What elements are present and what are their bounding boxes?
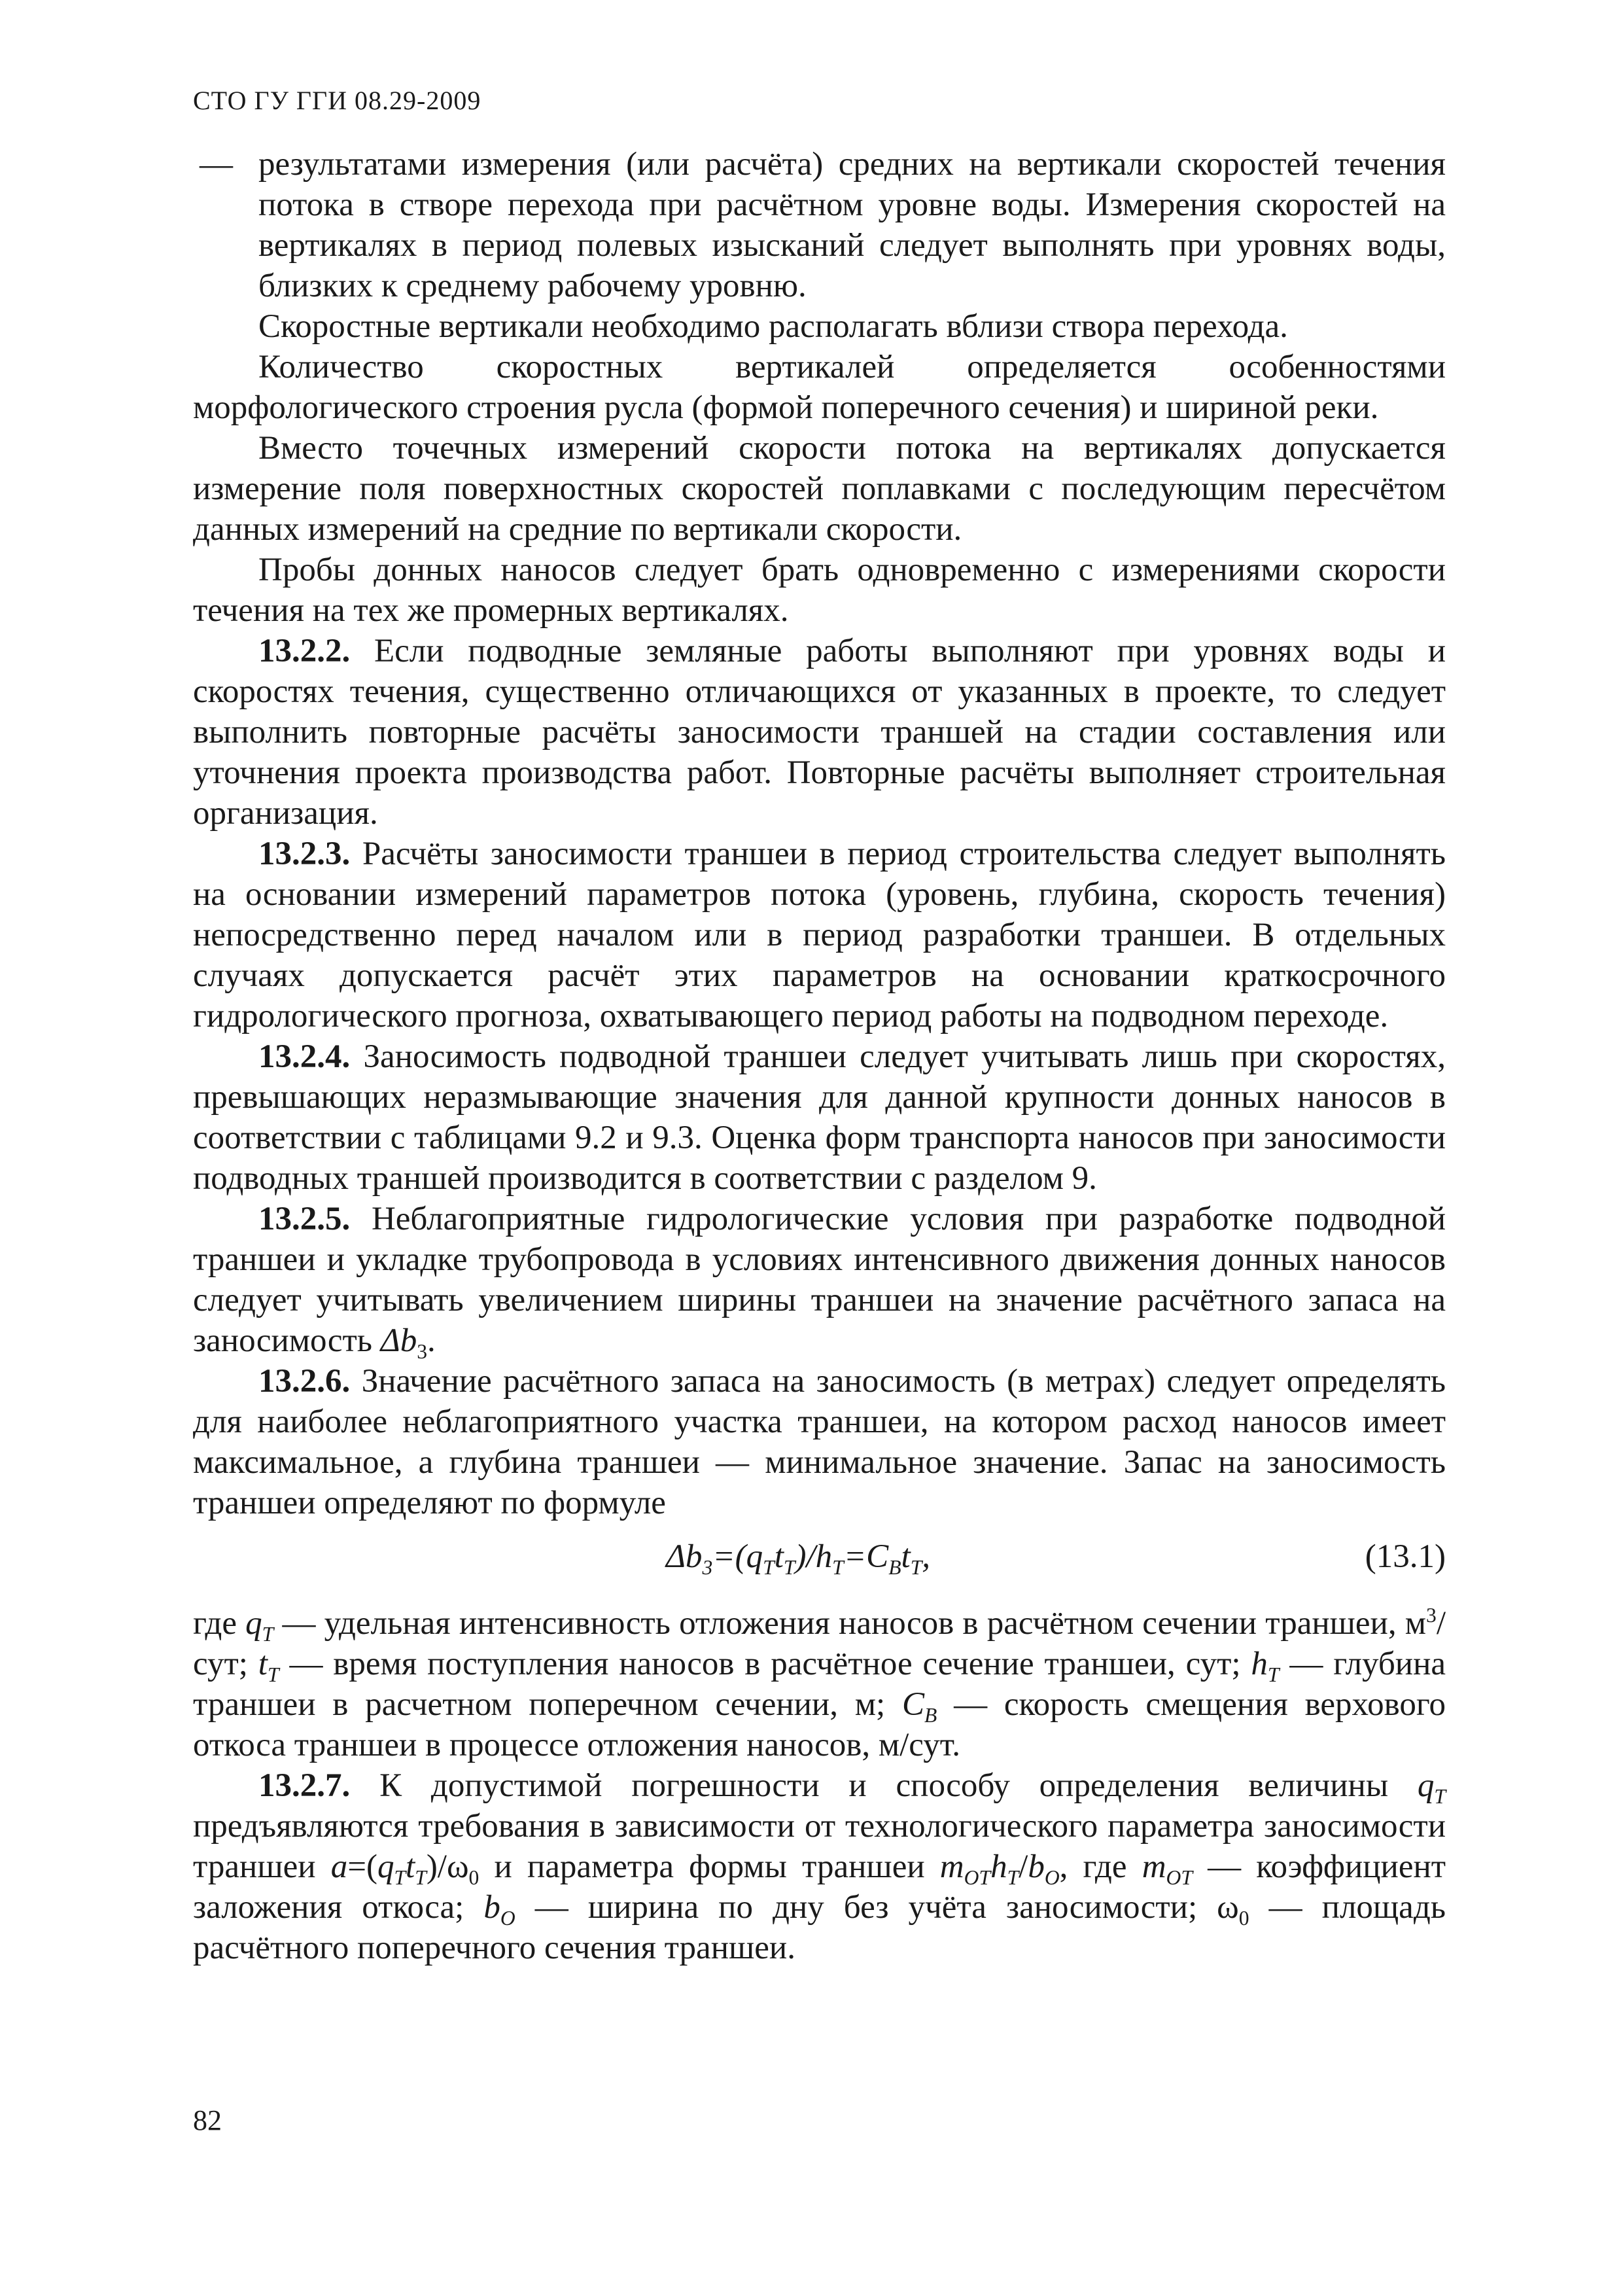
dash-item-text: результатами измерения (или расчёта) средних на вертикали скоростей течения потока в створе перехода при расчётном уровне воды. Измерения скоростей на вертикалях в период полевых изысканий следует выполнять при уровнях воды, близких к среднему рабочему уровню. — [258, 146, 1446, 304]
clause-number: 13.2.3. — [258, 836, 351, 872]
clause-text: Значение расчётного запаса на заносимость (в метрах) следует определять для наиболее неблагоприятного участка траншеи, на котором расход наносов имеет максимальное, а глубина траншеи — минимальное значение. Запас на заносимость траншеи определяют по формуле — [193, 1363, 1446, 1521]
where-def-qt-sup: 3 — [1426, 1604, 1437, 1627]
clause-13-2-5 — [193, 1199, 1446, 1364]
page-number: 82 — [193, 2104, 222, 2136]
formula-expression: $\Delta b_3=(q_Tt_T)/h_T=C_Bt_T$, — [666, 1538, 931, 1580]
paragraph: Скоростные вертикали необходимо располагать вблизи створа перехода. — [258, 308, 1288, 345]
clause-text: Заносимость подводной траншеи следует учитывать лишь при скоростях, превышающих неразмывающие значения для данной крупности донных наносов в соответствии с таблицами 9.2 и 9.3. Оценка форм транспорта наносов при заносимости подводных траншей производится в соответствии с разделом 9. — [193, 1038, 1446, 1197]
clause-text: — коэффициент заложения откоса; — [193, 1848, 1446, 1926]
clause-13-2-6 — [193, 1361, 1446, 1523]
clause-text: , где — [1059, 1848, 1127, 1885]
clause-number: 13.2.7. — [258, 1767, 351, 1804]
clause-number: 13.2.4. — [258, 1038, 351, 1075]
clause-number: 13.2.2. — [258, 633, 351, 669]
where-lead: где — [193, 1605, 237, 1642]
where-block: где $q_T$ — удельная интенсивность отложения наносов в расчётном сечении траншеи, $м^3$/сут; $t_T$ — время поступления наносов в расчётное сечение траншеи, сут; $h_T$ — глубина траншеи в расчетном поперечном сечении, м; $C_B$ — скорость смещения верхового откоса траншеи в процессе отложения наносов, м/сут. — [193, 1604, 1446, 1763]
clause-number: 13.2.5. — [258, 1201, 351, 1237]
clause-text: — площадь расчётного поперечного сечения траншеи. — [193, 1889, 1446, 1966]
paragraph: Вместо точечных измерений скорости потока на вертикалях допускается измерение поля поверхностных скоростей поплавками с последующим пересчётом данных измерений на средние по вертикали скорости. — [193, 430, 1446, 548]
clause-number: 13.2.6. — [258, 1363, 351, 1400]
where-def-qt: — удельная интенсивность отложения наносов в расчётном сечении траншеи, м — [282, 1605, 1427, 1642]
where-def-tt: — время поступления наносов в расчётное сечение траншеи, сут; — [289, 1646, 1241, 1682]
dash-mark: — — [200, 146, 233, 183]
body-text — [193, 144, 1446, 1968]
formula-number: (13.1) — [1365, 1538, 1446, 1575]
clause-text: Неблагоприятные гидрологические условия при разработке подводной траншеи и укладке трубопровода в условиях интенсивного движения донных наносов следует учитывать увеличением ширины траншеи на значение расчётного запаса на заносимость — [193, 1201, 1446, 1359]
clause-13-2-7: 13.2.7. К допустимой погрешности и способу определения величины $q_T$ предъявляются требования в зависимости от технологического параметра заносимости траншеи $a=(q_Tt_T)/\omega_0$ и параметра формы траншеи $m_{OT}h_T/b_O$, где $m_{OT}$ — коэффициент заложения откоса; $b_O$ — ширина по дну без учёта заносимости; $\omega_0$ — площадь расчётного поперечного сечения траншеи. — [193, 1767, 1446, 1966]
paragraph: Количество скоростных вертикалей определяется особенностями морфологического строения русла (формой поперечного сечения) и шириной реки. — [193, 349, 1446, 426]
where-def-ht: — глубина траншеи в расчетном поперечном сечении, м; — [193, 1646, 1446, 1723]
clause-text: и параметра формы траншеи — [494, 1848, 925, 1885]
clause-text: — ширина по дну без учёта заносимости; — [534, 1889, 1198, 1926]
where-def-cb: — скорость смещения верхового откоса траншеи в процессе отложения наносов, м/сут. — [193, 1686, 1446, 1763]
clause-13-2-3 — [193, 834, 1446, 1036]
dash-list-item — [193, 144, 1446, 306]
clause-13-2-2 — [193, 631, 1446, 834]
clause-13-2-4 — [193, 1036, 1446, 1199]
symbol-subscript: 3 — [417, 1340, 428, 1364]
paragraph: Пробы донных наносов следует брать одновременно с измерениями скорости течения на тех же промерных вертикалях. — [193, 552, 1446, 629]
running-header: СТО ГУ ГГИ 08.29-2009 — [193, 86, 481, 115]
formula-13-1 — [193, 1536, 1446, 1580]
clause-text: Расчёты заносимости траншеи в период строительства следует выполнять на основании измерений параметров потока (уровень, глубина, скорость течения) непосредственно перед началом или в период разработки траншеи. В отдельных случаях допускается расчёт этих параметров на основании краткосрочного гидрологического прогноза, охватывающего период работы на подводном переходе. — [193, 836, 1446, 1034]
clause-text: Если подводные земляные работы выполняют при уровнях воды и скоростях течения, существенно отличающихся от указанных в проекте, то следует выполнить повторные расчёты заносимости траншей на стадии составления или уточнения проекта производства работ. Повторные расчёты выполняет строительная организация. — [193, 633, 1446, 832]
clause-end: . — [427, 1322, 436, 1359]
where-def-qt-end: /сут; — [193, 1605, 1446, 1682]
clause-text: предъявляются требования в зависимости от технологического параметра заносимости траншеи — [193, 1808, 1446, 1885]
symbol-delta-b: Δb — [380, 1322, 417, 1359]
clause-text: К допустимой погрешности и способу определения величины — [379, 1767, 1389, 1804]
